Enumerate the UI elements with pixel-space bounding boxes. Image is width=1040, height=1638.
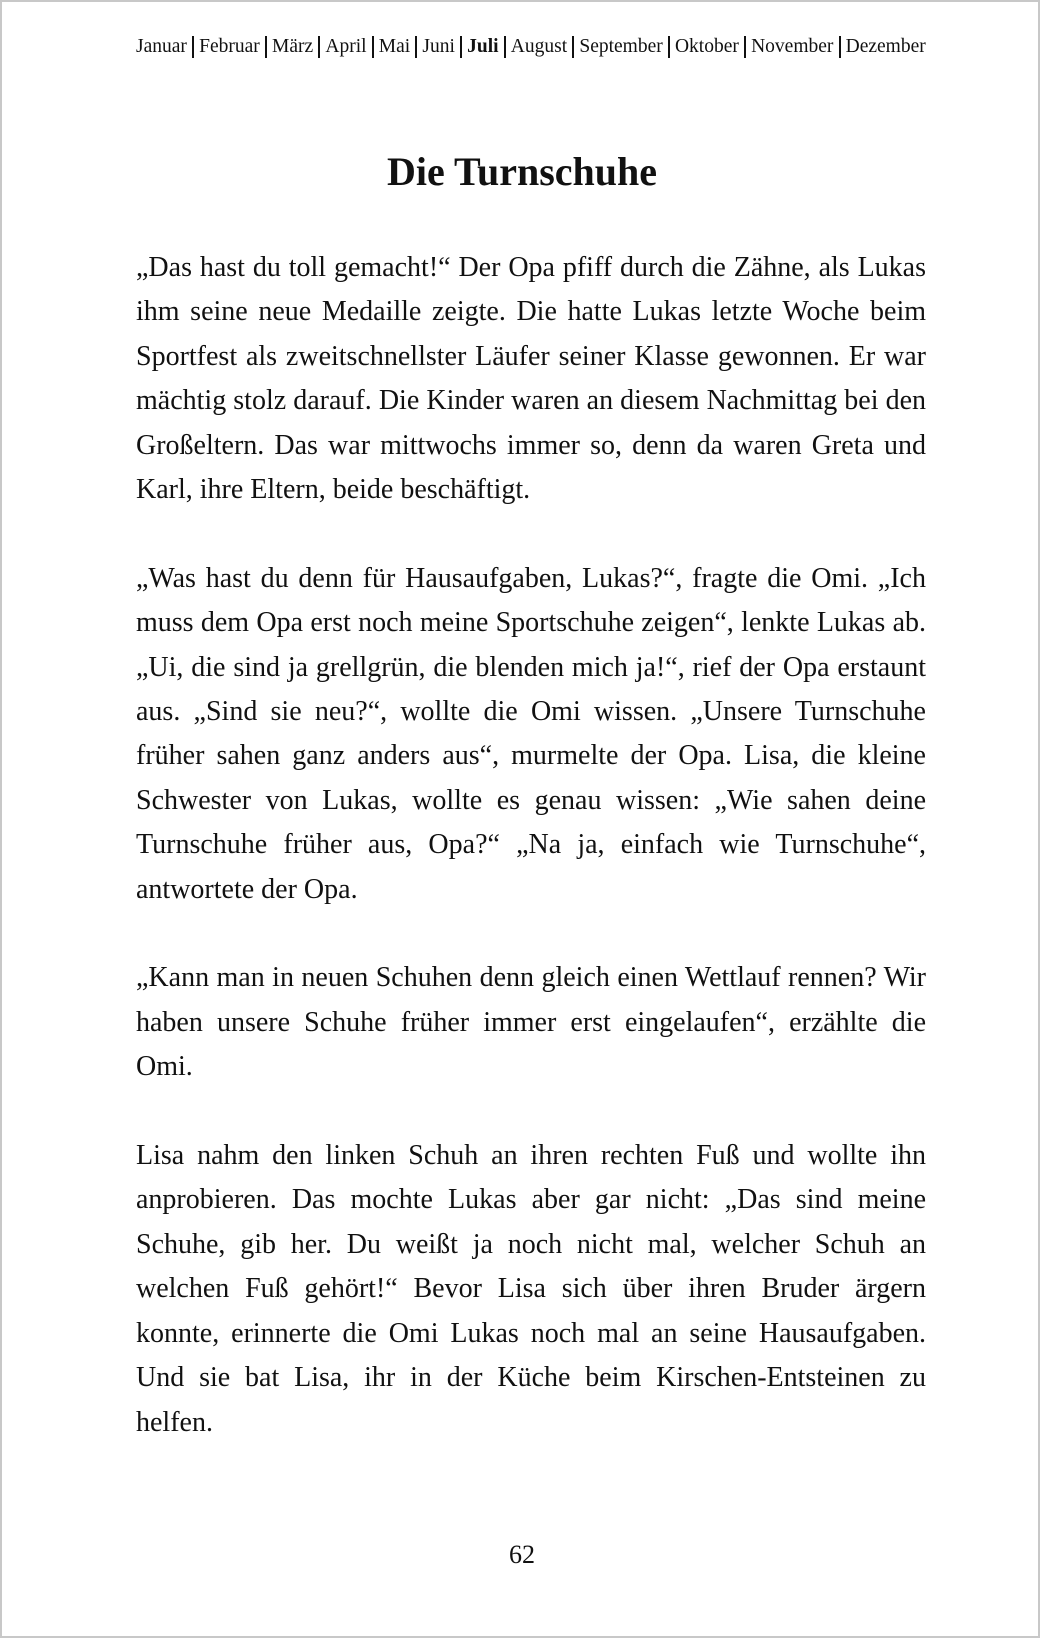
month-separator: [460, 36, 462, 58]
month-juli-current: Juli: [467, 36, 499, 57]
month-separator: [415, 36, 417, 58]
month-maerz: März: [272, 36, 314, 57]
month-index: [136, 32, 926, 62]
month-separator: [668, 36, 670, 58]
story-body: [136, 246, 926, 1489]
month-separator: [572, 36, 574, 58]
month-august: August: [510, 36, 568, 57]
month-separator: [504, 36, 506, 58]
month-september: September: [579, 36, 663, 57]
month-separator: [839, 36, 841, 58]
month-separator: [372, 36, 374, 58]
paragraph: „Kann man in neuen Schuhen denn gleich einen Wettlauf rennen? Wir haben unsere Schuhe früher immer erst eingelaufen“, erzählte die Omi.: [136, 962, 926, 1083]
month-separator: [744, 36, 746, 58]
month-januar: Januar: [136, 36, 187, 57]
month-februar: Februar: [199, 36, 260, 57]
month-separator: [192, 36, 194, 58]
paragraph: „Was hast du denn für Hausaufgaben, Lukas?“, fragte die Omi. „Ich muss dem Opa erst noch meine Sportschuhe zeigen“, lenkte Lukas ab. „Ui, die sind ja grellgrün, die blenden mich ja!“, rief der Opa erstaunt aus. „Sind sie neu?“, wollte die Omi wissen. „Unsere Turnschuhe früher sahen ganz anders aus“, murmelte der Opa. Lisa, die kleine Schwester von Lukas, wollte es genau wissen: „Wie sahen deine Turnschuhe früher aus, Opa?“ „Na ja, einfach wie Turnschuhe“, antwortete der Opa.: [136, 562, 926, 905]
paragraph: Lisa nahm den linken Schuh an ihren rechten Fuß und wollte ihn anprobieren. Das mochte Lukas aber gar nicht: „Das sind meine Schuhe, gib her. Du weißt ja noch nicht mal, welcher Schuh an welchen Fuß gehört!“ Bevor Lisa sich über ihren Bruder ärgern konnte, erinnerte die Omi Lukas noch mal an seine Hausaufgaben. Und sie bat Lisa, ihr in der Küche beim Kirschen-Entsteinen zu helfen.: [136, 1140, 926, 1438]
month-dezember: Dezember: [845, 36, 926, 57]
story-title: Die Turnschuhe: [386, 149, 658, 194]
month-november: November: [751, 36, 834, 57]
month-separator: [265, 36, 267, 58]
month-oktober: Oktober: [674, 36, 739, 57]
month-april: April: [325, 36, 367, 57]
month-juni: Juni: [422, 36, 455, 57]
paragraph: „Das hast du toll gemacht!“ Der Opa pfiff durch die Zähne, als Lukas ihm seine neue Medaille zeigte. Die hatte Lukas letzte Woche beim Sportfest als zweitschnellster Läufer seiner Klasse gewonnen. Er war mächtig stolz darauf. Die Kinder waren an diesem Nachmittag bei den Großeltern. Das war mittwochs immer so, denn da waren Greta und Karl, ihre Eltern, beide beschäftigt.: [136, 252, 926, 506]
month-mai: Mai: [378, 36, 411, 57]
month-separator: [318, 36, 320, 58]
page-number: 62: [509, 1540, 535, 1569]
